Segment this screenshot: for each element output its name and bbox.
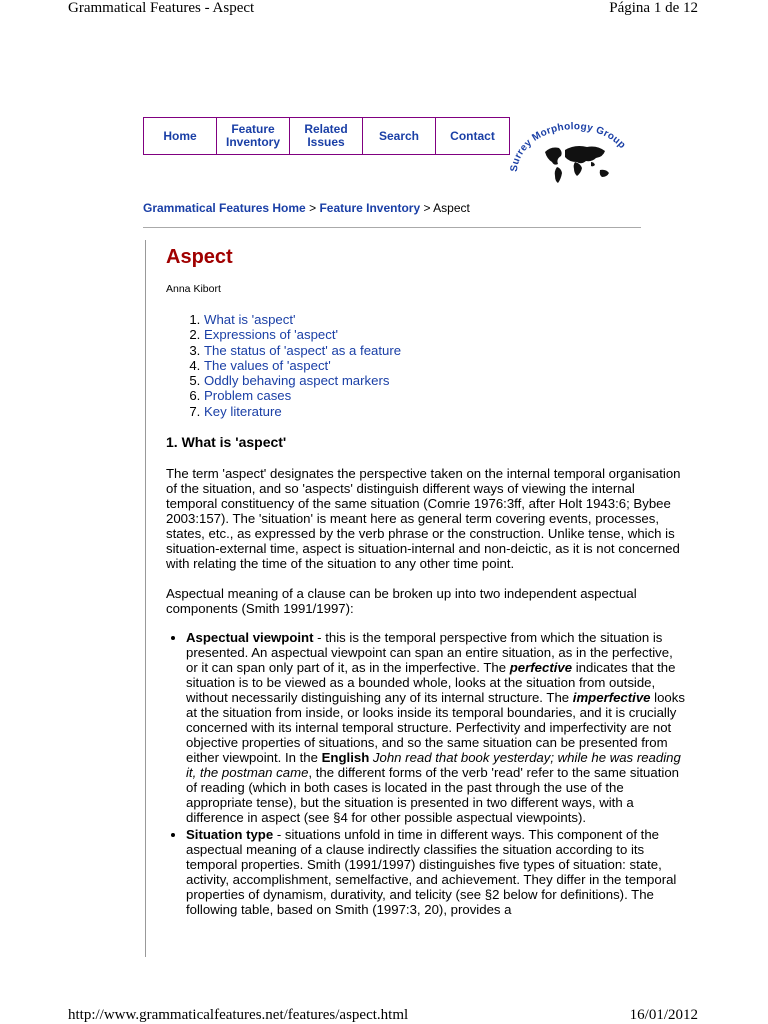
breadcrumb-sep: > <box>423 201 431 215</box>
print-header-page: Página 1 de 12 <box>609 0 698 16</box>
print-footer-url: http://www.grammaticalfeatures.net/features/aspect.html <box>68 1007 409 1023</box>
nav-search[interactable]: Search <box>363 118 436 154</box>
world-map-icon <box>545 146 609 183</box>
author: Anna Kibort <box>166 283 221 295</box>
page-title: Aspect <box>166 246 233 268</box>
logo-text: Surrey Morphology Group <box>508 122 628 173</box>
toc-link-oddly-behaving[interactable]: Oddly behaving aspect markers <box>204 373 390 389</box>
content-left-border <box>145 240 146 957</box>
print-header-title: Grammatical Features - Aspect <box>68 0 255 16</box>
toc-item <box>204 373 686 388</box>
toc-item <box>204 312 686 327</box>
print-footer-date: 16/01/2012 <box>629 1007 698 1023</box>
toc-link-what-is-aspect[interactable]: What is 'aspect' <box>204 312 296 327</box>
term-perfective: perfective <box>509 660 573 676</box>
nav-home[interactable]: Home <box>144 118 217 154</box>
nav-feature-inventory[interactable]: Feature Inventory <box>217 118 290 154</box>
toc-item <box>204 327 686 342</box>
header-divider <box>143 227 641 228</box>
term-imperfective: imperfective <box>572 690 651 706</box>
main-nav <box>143 117 510 155</box>
text: - situations unfold in time in different ways. This component of the aspectual meaning of a clause indirectly classifies the situation according to its temporal properties. Smith (1991/1997) distinguishes five types of situation: state, activity, accomplishment, semelfactive, and achievement. They differ in the temporal properties of dynamism, durativity, and telicity (see §2 below for definitions). The following table, based on Smith (1997:3, 20), provides a <box>186 827 677 918</box>
list-item-viewpoint <box>186 630 686 825</box>
toc-link-problem-cases[interactable]: Problem cases <box>204 388 292 404</box>
list-item-situation-type <box>186 827 686 917</box>
breadcrumb-sep: > <box>309 201 317 215</box>
toc-item <box>204 388 686 403</box>
breadcrumb-home-link[interactable]: Grammatical Features Home <box>143 201 306 215</box>
svg-text:Surrey Morphology Group <box>509 122 628 172</box>
toc-link-expressions[interactable]: Expressions of 'aspect' <box>204 327 339 343</box>
language-english: English <box>321 750 370 766</box>
term-situation-type: Situation type <box>186 827 274 843</box>
text: - this is the temporal perspective from which the situation is presented. An aspectual viewpoint can span an entire situation, as in the perfective, or it can span only part of it, as in the imperfective. The <box>186 630 673 676</box>
toc-item <box>204 343 686 358</box>
section-1-heading: 1. What is 'aspect' <box>166 434 287 451</box>
toc-item <box>204 358 686 373</box>
toc-link-values[interactable]: The values of 'aspect' <box>204 357 331 373</box>
nav-related-issues[interactable]: Related Issues <box>290 118 363 154</box>
breadcrumb <box>143 201 470 215</box>
aspect-components-list <box>166 630 686 917</box>
paragraph-1: The term 'aspect' designates the perspective taken on the internal temporal organisation of the situation, and so 'aspects' distinguish different ways of viewing the internal temporal constituency of the same situation (Comrie 1976:3ff, after Holt 1943:6; Bybee 2003:157). The 'situation' is meant here as general term covering events, processes, states, etc., as expressed by the verb phrase or the construction. Unlike tense, which is situation-external time, aspect is situation-internal and non-deictic, as it is not concerned with relating the time of the situation to any other time point. <box>166 466 681 572</box>
text: looks at the situation from inside, or looks inside its temporal boundaries, and it is crucially concerned with its internal temporal structure. Perfectivity and imperfectivity are not objective properties of situations, and so the same situation can be presented from either viewpoint. In the <box>186 690 685 766</box>
surrey-morphology-group-logo[interactable] <box>505 122 639 192</box>
breadcrumb-inventory-link[interactable]: Feature Inventory <box>319 201 421 215</box>
article <box>166 244 686 919</box>
text: indicates that the situation is to be viewed as a bounded whole, looks at the situation from outside, without necessarily distinguishing any of its internal structure. The <box>186 660 676 706</box>
table-of-contents <box>166 312 686 419</box>
breadcrumb-current: Aspect <box>433 201 470 215</box>
toc-link-status[interactable]: The status of 'aspect' as a feature <box>204 342 402 358</box>
term-aspectual-viewpoint: Aspectual viewpoint <box>186 630 314 646</box>
nav-contact[interactable]: Contact <box>450 128 495 143</box>
example-sentence: John read that book yesterday; while he was reading it, the postman came <box>186 750 681 781</box>
toc-link-key-literature[interactable]: Key literature <box>204 403 282 419</box>
text: , the different forms of the verb 'read' refer to the same situation of reading (which in both cases is located in the past through the use of the appropriate tense), but the situation is presented in two different ways, with a difference in aspect (see §4 for other possible aspectual viewpoints). <box>186 765 679 826</box>
toc-item <box>204 404 686 419</box>
paragraph-2: Aspectual meaning of a clause can be broken up into two independent aspectual components (Smith 1991/1997): <box>166 586 637 617</box>
